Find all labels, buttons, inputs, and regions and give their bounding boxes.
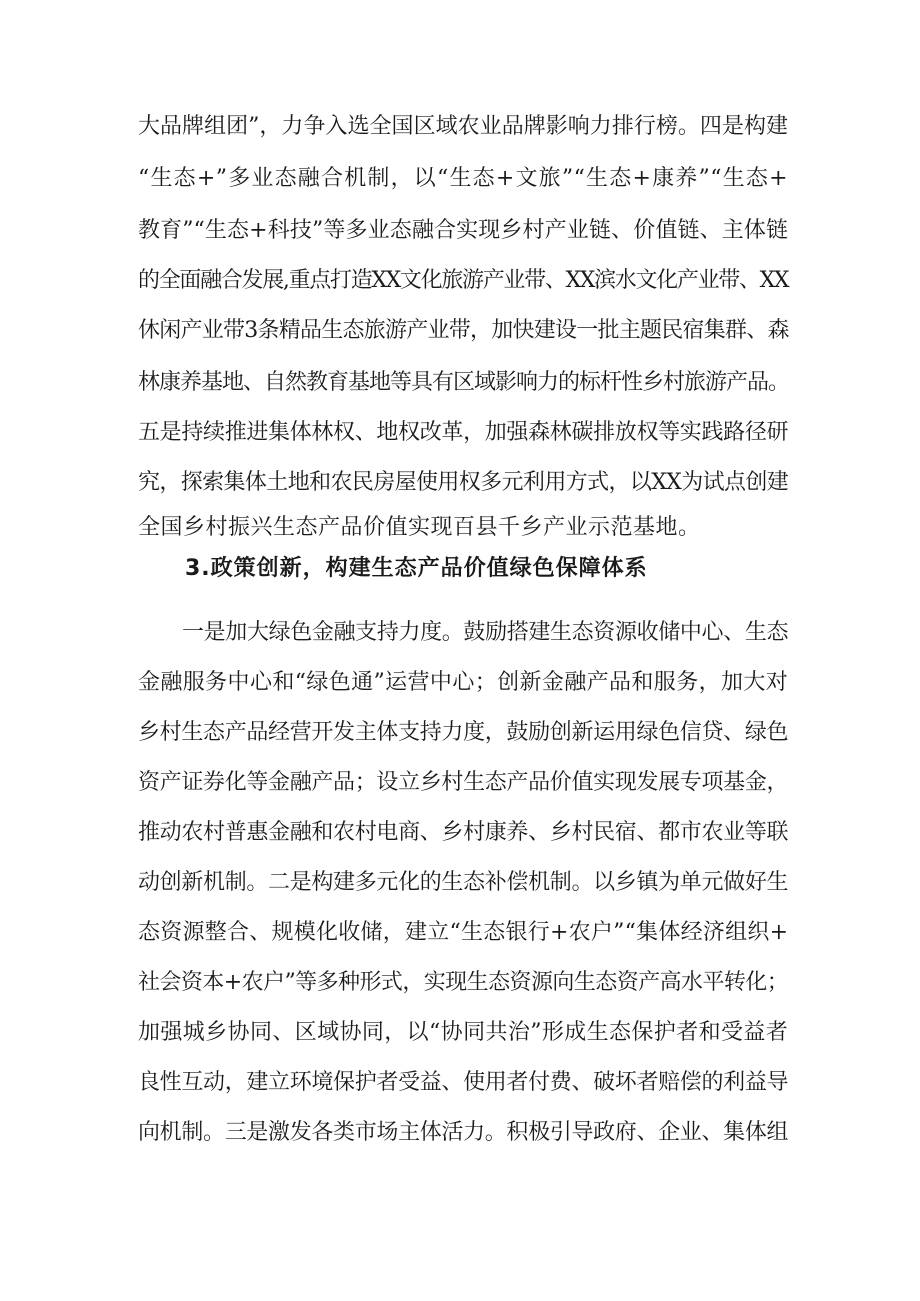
paragraph2-line-1: 一是加大绿色金融支持力度。鼓励搭建生态资源收储中心、生态	[182, 620, 788, 645]
paragraph1-line-8: 究，探索集体土地和农民房屋使用权多元利用方式，以XX为试点创建	[138, 470, 788, 495]
paragraph2-line-2: 金融服务中心和“绿色通”运营中心；创新金融产品和服务，加大对	[138, 670, 788, 695]
paragraph1-line-5: 休闲产业带3条精品生态旅游产业带，加快建设一批主题民宿集群、森	[138, 318, 789, 343]
paragraph1-line-9: 全国乡村振兴生态产品价值实现百县千乡产业示范基地。	[138, 515, 701, 540]
paragraph2-line-3: 乡村生态产品经营开发主体支持力度，鼓励创新运用绿色信贷、绿色	[138, 720, 788, 745]
paragraph2-line-4: 资产证券化等金融产品；设立乡村生态产品价值实现发展专项基金，	[138, 770, 788, 795]
paragraph1-line-4: 的全面融合发展,重点打造XX文化旅游产业带、XX滨水文化产业带、XX	[138, 268, 788, 293]
paragraph2-line-11: 向机制。三是激发各类市场主体活力。积极引导政府、企业、集体组	[138, 1120, 788, 1145]
paragraph2-line-8: 社会资本+农户”等多种形式，实现生态资源向生态资产高水平转化；	[138, 970, 788, 995]
paragraph1-line-2: “生态+”多业态融合机制，以“生态+文旅”“生态+康养”“生态+	[138, 166, 788, 191]
paragraph2-line-5: 推动农村普惠金融和农村电商、乡村康养、乡村民宿、都市农业等联	[138, 820, 788, 845]
paragraph1-line-3: 教育”“生态+科技”等多业态融合实现乡村产业链、价值链、主体链	[138, 218, 788, 243]
paragraph2-line-9: 加强城乡协同、区域协同，以“协同共治”形成生态保护者和受益者	[138, 1020, 788, 1045]
paragraph1-line-1: 大品牌组团”，力争入选全国区域农业品牌影响力排行榜。四是构建	[138, 114, 788, 139]
paragraph1-line-6: 林康养基地、自然教育基地等具有区域影响力的标杆性乡村旅游产品。	[138, 370, 790, 395]
paragraph2-line-7: 态资源整合、规模化收储，建立“生态银行+农户”“集体经济组织+	[138, 920, 789, 945]
paragraph1-line-7: 五是持续推进集体林权、地权改革，加强森林碳排放权等实践路径研	[138, 420, 788, 445]
paragraph2-line-10: 良性互动，建立环境保护者受益、使用者付费、破坏者赔偿的利益导	[138, 1070, 788, 1095]
section-heading: 3.政策创新，构建生态产品价值绿色保障体系	[185, 556, 648, 581]
paragraph2-line-6: 动创新机制。二是构建多元化的生态补偿机制。以乡镇为单元做好生	[138, 870, 788, 895]
